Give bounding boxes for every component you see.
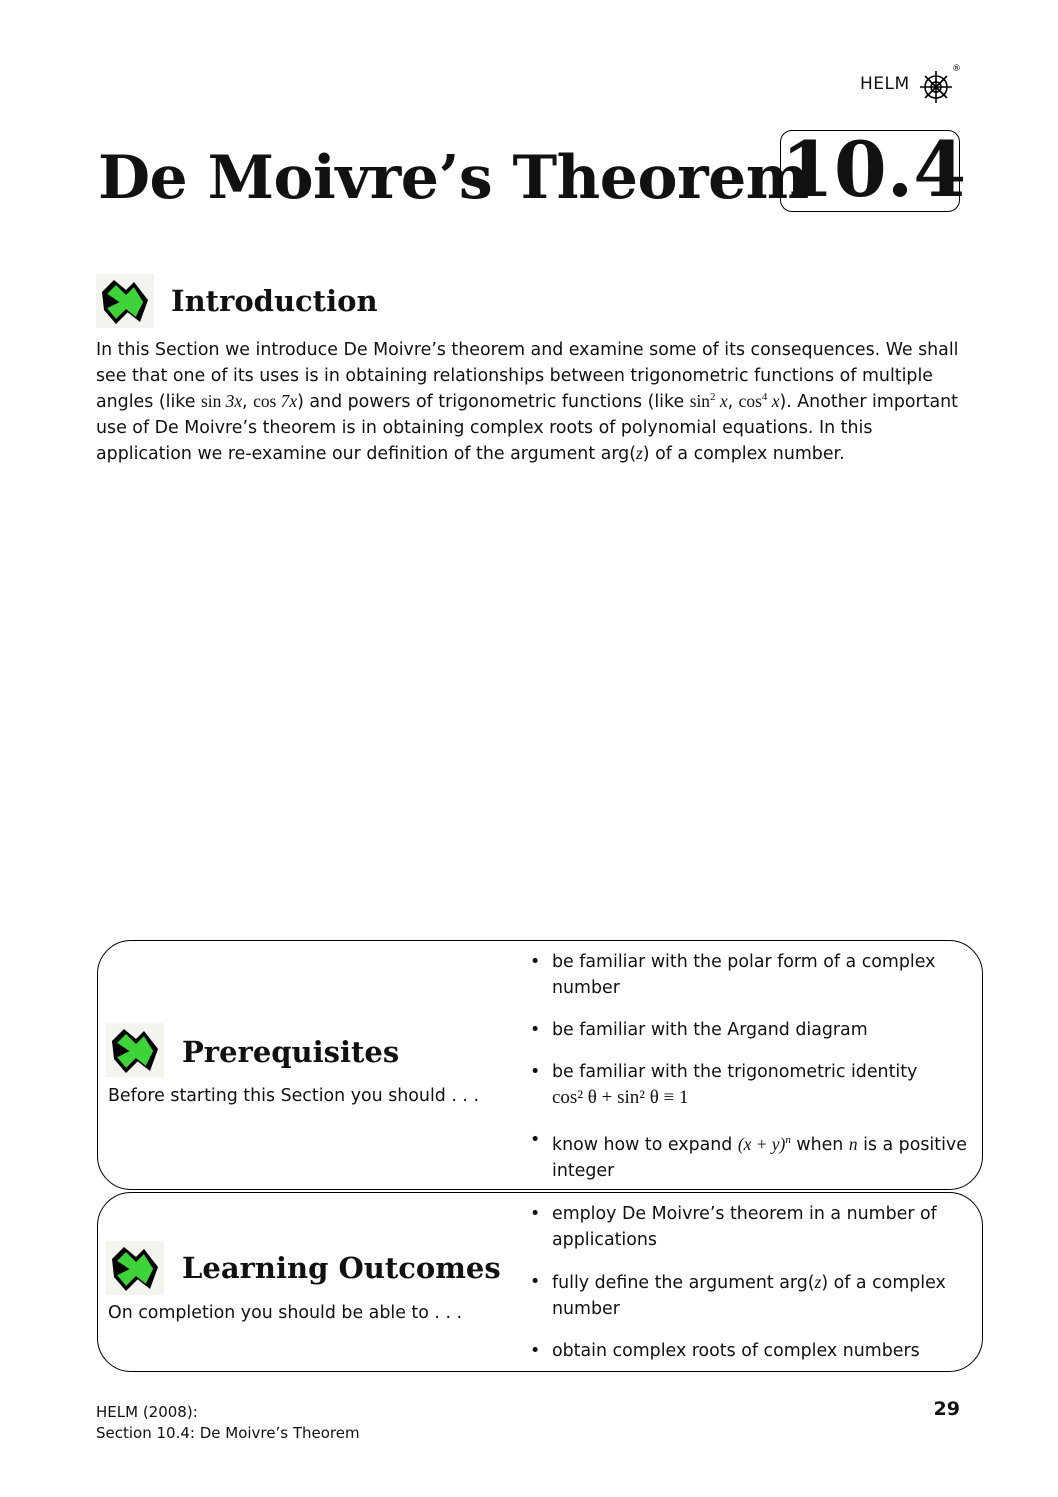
- helm-logo: [860, 64, 964, 108]
- list-item: • know how to expand $(x + y)^n$ when n is a positive integer: [528, 1127, 968, 1184]
- learning-outcomes-subtitle: On completion you should be able to . . .: [108, 1303, 463, 1323]
- learning-outcomes-list: [528, 1201, 968, 1364]
- helm-logo-text: HELM: [860, 74, 910, 94]
- list-item: • be familiar with the polar form of a complex number: [528, 949, 968, 1001]
- page-number: 29: [933, 1398, 960, 1420]
- footer-line: HELM (2008):: [96, 1403, 198, 1421]
- page-title: De Moivre’s Theorem: [98, 143, 809, 213]
- prerequisites-heading: Prerequisites: [182, 1035, 400, 1069]
- green-arrow-icon: [106, 1241, 164, 1295]
- list-item: • fully define the argument arg(z) of a complex number: [528, 1269, 968, 1322]
- learning-outcomes-box: [97, 1192, 983, 1372]
- list-item: • employ De Moivre’s theorem in a number of applications: [528, 1201, 968, 1253]
- green-arrow-icon: [96, 274, 154, 328]
- section-number: 10.4: [781, 125, 967, 214]
- section-number-box: [780, 125, 967, 214]
- list-item: • obtain complex roots of complex numbers: [528, 1338, 968, 1364]
- list-item: • be familiar with the trigonometric identity cos² θ + sin² θ ≡ 1: [528, 1059, 968, 1111]
- introduction-heading: Introduction: [171, 284, 378, 318]
- footer-citation: [96, 1402, 360, 1444]
- introduction-text: In this Section we introduce De Moivre’s theorem and examine some of its consequences. We shall see that one of its uses is in obtaining relationships between trigonometric functions of multiple angles (like sin 3x, cos 7x) and powers of trigonometric functions (like $\sin^2 x$, $\cos^4 x$). Another important use of De Moivre’s theorem is in obtaining complex roots of polynomial equations. In this application we re-examine our definition of the argument arg(z) of a complex number.: [96, 340, 959, 464]
- prerequisites-box: [97, 940, 983, 1190]
- green-arrow-icon: [106, 1023, 164, 1077]
- prerequisites-subtitle: Before starting this Section you should . . .: [108, 1086, 479, 1106]
- footer-line: Section 10.4: De Moivre’s Theorem: [96, 1424, 360, 1442]
- list-item: • be familiar with the Argand diagram: [528, 1017, 968, 1043]
- registered-mark: ®: [952, 64, 961, 74]
- learning-outcomes-heading: Learning Outcomes: [182, 1251, 501, 1285]
- prerequisites-list: [528, 949, 968, 1184]
